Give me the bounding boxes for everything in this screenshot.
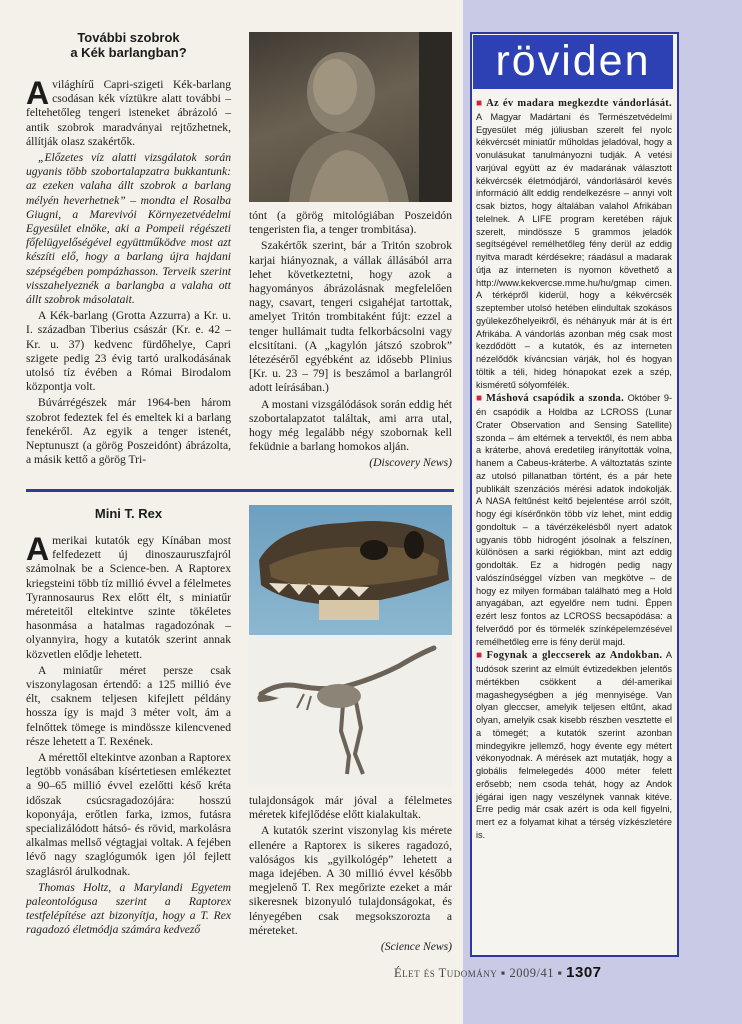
brief-body: Október 9-én csapódik a Holdba az LCROSS (Lunar Crater Observation and Sensing Satellite) szonda – ám eltérnek a tervektől, és nem abba a kráterbe, ahová eredetileg irányították volna, hanem a Cabeus-kráterbe. A változtatás szinte az utolsó pillanatban történt, és a pár hete publikált szenzációs mérési adatok indokolják. A NASA feltűnést keltő bejelentése arról szólt, hogy égi kísérőnkön több víz lehet, mint eddig gondoltuk – a távérzékelésből nyert adatok ugyanis több hidrogént jósolnak a felszínen, különösen a sarki régiókban, mint azt eddig gondolták. Ez a hidrogén pedig nagy valószínűséggel vízben van megkötve – de hogy ez milyen formában található meg a Hold anyagában, azt egyelőre nem tudni. Éppen ezért lesz fontos az LCROSS becsapódása: a felverődő por és törmelék színképelemzésével remélhetőleg erre is fény derül majd. — [476, 393, 672, 647]
sidebar-header: röviden — [473, 35, 673, 89]
bullet-icon: ■ — [476, 393, 484, 405]
section-divider — [26, 489, 454, 492]
paragraph: Szakértők szerint, bár a Tritón szobrok karjai hiányoznak, a vállak állásából arra lehet következtetni, hogy azok a hagyományos ábrázolásnak megfelelően nagy, csavart, tengeri csigahéjat tartottak, amelyet Tritón trombitaként fújt: ezzel a tenger hullámait tudta felkorbácsolni vagy elcsitítani. (A „kagylón játszó szobrok” létezéséről egyébként az idősebb Plinius [Kr. u. 23 – 79] is beszámol a barlangról adott leírásában.) — [249, 239, 452, 395]
paragraph: A Kék-barlang (Grotta Azzurra) a Kr. u. I. században Tiberius császár (Kr. e. 42 – Kr. u. 37) kedvenc fürdőhelye, Capri szigete pedig 23 évig tartó uralkodásának utolsó tíz évében a Római Birodalom központja volt. — [26, 309, 231, 394]
dinosaur-skull-icon — [249, 505, 452, 635]
paragraph: A mérettől eltekintve azonban a Raptorex legtöbb vonásában kísértetiesen emlékeztet a 90–65 millió évvel ezelőtti késő kréta időszak csúcsragadozójára: hosszú koponyája, erőtlen farka, izmos, futásra specializálódott hátsó- és rövid, markolásra alkalmas mellső végtagjai voltak. A fejében lévő nagy szaglógumók igen jól fejlett szaglásról árulkodnak. — [26, 751, 231, 878]
paragraph — [26, 531, 231, 662]
brief-title: Fogynak a gleccserek az Andokban. — [486, 650, 663, 662]
brief-title: Máshová csapódik a szonda. — [486, 393, 625, 405]
page-number: 1307 — [566, 964, 602, 981]
brief-body: A Magyar Madártani és Természetvédelmi Egyesület még júliusban szerelt fel nyolc kékvércsét miniatűr műholdas jeladóval, hogy a vonulásukat tanulmányozni tudják. A vetési varjúval együtt az év madarának választott kékvércsék életmódjáról, vándorlásáról kevés információ állt eddig rendelkezésre – annyi volt csak biztos, hogy általában valahol Afrikában telelnek. A LIFE program keretében rájuk szerelt, mindössze 5 grammos jeladók segítségével remélhetőleg fény derül az eddig nyitva maradt kérdésekre; ráadásul a madarak útja az interneten is nyomon követhető a http://www.kekvercse.mme.hu/hu/gmap cimen. A térképről kiderül, hogy a kékvércsék szeptember utolsó hetében elindultak szokásos gyülekezőhelyeikről, és néhányuk már át is ért Afrikába. A vándorlás azonban még csak most kezdődött – a kutatók, és az interneten nézelődők kíváncsian várják, hol és hogyan töltik a téli, hideg hónapokat ezek a szép, kisméretű sólyomfélék. — [476, 111, 672, 390]
statue-icon — [249, 32, 452, 202]
journal-name: Élet és Tudomány — [394, 966, 498, 980]
article-column — [249, 209, 452, 473]
article-column — [249, 794, 452, 956]
paragraph: tónt (a görög mitológiában Poszeidón tengeristen fia, a tenger trombitása). — [249, 209, 452, 237]
brief-item — [476, 649, 672, 841]
footer-separator: ▪ — [500, 966, 510, 980]
raptorex-skeleton-icon — [249, 636, 452, 786]
paragraph: Búvárrégészek már 1964-ben három szobrot fedeztek fel és emeltek ki a barlang fenekéről. Az egyik a tenger istenét, Neptunuszt (a görög Poszeidónt) ábrázolta, a másik kettő a görög Tri- — [26, 396, 231, 467]
issue-number: 2009/41 — [509, 966, 554, 980]
drop-cap: A — [26, 75, 50, 111]
source-credit: (Science News) — [380, 940, 452, 954]
paragraph-text: merikai kutatók egy Kínában most felfedezett új dinoszauruszfajról számolnak be a Science-ben. A Raptorex kriegsteini több tíz millió évvel a félelmetes Tyrannosaurus Rex előtt élt, s miniatűr méreteitől eltekintve szinte tökéletes hasonmása a hatalmas ragadozónak – olyannyira, hogy a kutatók szerint annak közvetlen elődje lehetett. — [26, 534, 231, 661]
article-column — [26, 531, 231, 940]
bullet-icon: ■ — [476, 650, 484, 662]
brief-item — [476, 392, 672, 648]
page-footer — [394, 964, 684, 981]
skeleton-illustration — [249, 636, 452, 786]
paragraph: A miniatűr méret persze csak viszonylagosan értendő: a 125 millió éve élt, csaknem teljesen kifejlett példány hossza így is majd 3 méter volt, ám a felnőttek tömege is mindössze kilencvened része lehetett a T. Rexének. — [26, 663, 231, 748]
skull-photo — [249, 505, 452, 635]
article-title: További szobrok a Kék barlangban? — [70, 30, 187, 60]
source-credit: (Discovery News) — [369, 456, 452, 470]
article-column — [26, 75, 231, 469]
brief-body: A tudósok szerint az elmúlt évtizedekben jelentős mértékben csökkent a dél-amerikai magashegységben a jég mennyisége. Van olyan gleccser, amelyik teljesen eltűnt, akad olyan, amelyik csak kisebb részben vesztette el a tömegét; a kutatók szerint azonban mindegyikre jellemző, hogy évente egy métert vékonyodnak. A mérések azt mutatják, hogy a globális felmelegedés 4000 méter felett erősebb; nem csoda tehát, hogy az Andok jégárai igen nagy veszélynek vannak kitéve. Erre pedig már csak azért is oda kell figyelni, mert ez a folyamat kihat a térség vízkészletére is. — [476, 650, 672, 840]
drop-cap: A — [26, 531, 50, 567]
statue-photo — [249, 32, 452, 202]
paragraph: „Előzetes víz alatti vizsgálatok során ugyanis több szobortalapzatra bukkantunk: az ezeken valaha állt szobrok a barlang mélyén heverhetnek” – mondta el Rosalba Giugni, a Marevivói Környezetvédelmi Egyesület elnöke, aki a Pompeii régészeti főfelügyelőségével együttműködve most azt készíti elő, hogy a barlang újra hajdani szépségében pompázhasson. Terveik szerint visszahelyeznék a barlangba a valaha ott állt szobrok másolatait. — [26, 151, 231, 307]
paragraph: A mostani vizsgálódások során eddig hét szobortalapzatot találtak, ami arra utal, hogy még legalább négy szobornak kell feküdnie a barlang homokos alján. — [249, 397, 452, 454]
paragraph — [26, 75, 231, 149]
brief-item — [476, 97, 672, 391]
paragraph: Thomas Holtz, a Marylandi Egyetem paleontológusa szerint a Raptorex testfelépítése azt bizonyítja, hogy a T. Rex ragadozó életmódja számára kedvező — [26, 880, 231, 937]
bullet-icon: ■ — [476, 98, 484, 109]
article-title: Mini T. Rex — [94, 506, 163, 521]
paragraph: tulajdonságok már jóval a félelmetes méretek kifejlődése előtt kialakultak. — [249, 794, 452, 822]
paragraph: A kutatók szerint viszonylag kis mérete ellenére a Raptorex is sikeres ragadozó, valóságos kis „gyilkológép” lehetett a maga idejében. A 30 millió évvel később megjelenő T. Rex megőrizte ezeket a már sikeresnek bizonyuló tulajdonságokat, és lényegében csak megsokszorozta a méreteket. — [249, 824, 452, 937]
footer-separator: ▪ — [557, 966, 567, 980]
paragraph-text: világhírű Capri-szigeti Kék-barlang csodásan kék víztükre alatt további – feltehetőleg tengeri isteneket ábrázoló – antik szobrok maradványai rejtőzhetnek, állítják olasz szakértők. — [26, 78, 231, 148]
sidebar-text — [476, 97, 672, 843]
brief-title: Az év madara megkezdte vándorlását. — [486, 98, 672, 109]
